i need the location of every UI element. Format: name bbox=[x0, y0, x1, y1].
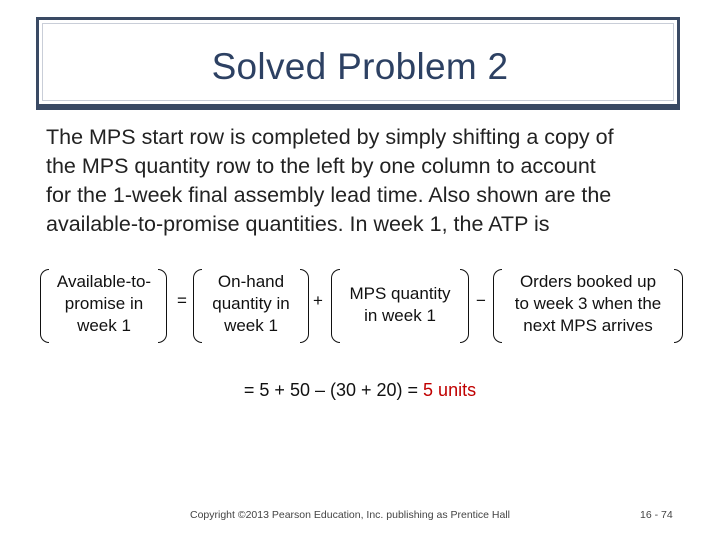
term-available-to-promise: Available-to- promise in week 1 bbox=[56, 272, 152, 335]
paragraph-line: available-to-promise quantities. In week 1, the ATP is bbox=[46, 212, 550, 236]
result-highlight: 5 units bbox=[423, 380, 477, 400]
minus-operator: − bbox=[476, 291, 486, 310]
paragraph-line: for the 1-week final assembly lead time. Also shown are the bbox=[46, 183, 612, 207]
paragraph-line: The MPS start row is completed by simply shifting a copy of bbox=[46, 125, 614, 149]
body-paragraph bbox=[46, 123, 686, 239]
right-paren-term4 bbox=[674, 269, 683, 343]
paragraph-line: the MPS quantity row to the left by one column to account bbox=[46, 154, 596, 178]
atp-equation bbox=[0, 269, 720, 349]
right-paren-term3 bbox=[460, 269, 469, 343]
copyright-footer: Copyright ©2013 Pearson Education, Inc. publishing as Prentice Hall bbox=[190, 509, 511, 521]
term-on-hand-quantity: On-hand quantity in week 1 bbox=[212, 272, 290, 335]
slide-title: Solved Problem 2 bbox=[211, 46, 509, 87]
page-number: 16 - 74 bbox=[640, 509, 673, 521]
equals-operator: = bbox=[177, 291, 187, 310]
plus-operator: + bbox=[313, 291, 323, 310]
term-orders-booked: Orders booked up to week 3 when the next MPS arrives bbox=[514, 272, 662, 335]
result-expression: = 5 + 50 – (30 + 20) = bbox=[243, 380, 424, 400]
atp-result bbox=[0, 380, 720, 401]
right-paren-term2 bbox=[300, 269, 309, 343]
term-mps-quantity: MPS quantity in week 1 bbox=[349, 284, 451, 325]
right-paren-term1 bbox=[158, 269, 167, 343]
